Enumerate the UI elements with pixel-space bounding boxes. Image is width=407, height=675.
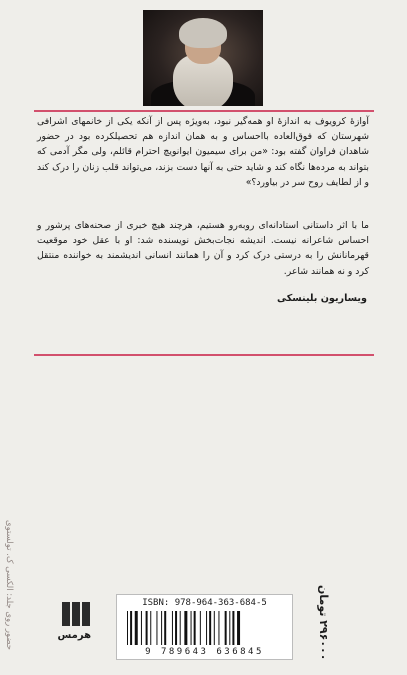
barcode-digits: 9 789643 636845 bbox=[145, 647, 264, 657]
quote-paragraph: آوازهٔ کرویوف به اندازهٔ او همه‌گیر نبود، به‌ویژه پس از آنکه یکی از خانمهای اشرافی شهرستان که فوق‌العاده بااحساس و به همان اندازه هم تحصیلکرده بود در حضور شاهدان فراوان گفته بود: «من برای سیمیون ایوانویچ احترام قائلم، ولی مگر آدمی که بتواند به مرده‌ها نگاه کند و شاید حتی به آنها دست بزند، می‌تواند قلب زنان را درک کند و از لطایف روح سر در بیاورد؟» bbox=[37, 116, 369, 188]
review-signature: ویساریون بلینسکی bbox=[277, 293, 367, 304]
isbn-text: ISBN: 978-964-363-684-5 bbox=[142, 598, 267, 608]
barcode bbox=[116, 594, 293, 660]
publisher-logo-icon bbox=[61, 602, 91, 626]
publisher-logo bbox=[57, 602, 91, 654]
review-paragraph: ما با اثر داستانی استادانه‌ای روبه‌رو هستیم، هرچند هیچ خبری از صحنه‌های پرشور و احساس شاعرانه نیست. اندیشه نجات‌بخش نویسنده شد: او با عقل خود موقعیت قهرمانانش را به درستی درک کرد و آن را همانند انسانی اندیشمند به خواننده منتقل کرد و نه همانند شاعر. bbox=[37, 220, 369, 277]
author-portrait bbox=[143, 10, 263, 106]
publisher-name: هرمس bbox=[57, 630, 91, 641]
top-divider bbox=[34, 110, 374, 112]
barcode-bars-icon bbox=[127, 611, 282, 645]
bottom-divider bbox=[34, 354, 374, 356]
price-label: ۲۹۶۰۰۰ تومان bbox=[317, 585, 330, 661]
spine-credit: حضور روی جلد: الکسی ک. تولستوی bbox=[4, 520, 14, 651]
